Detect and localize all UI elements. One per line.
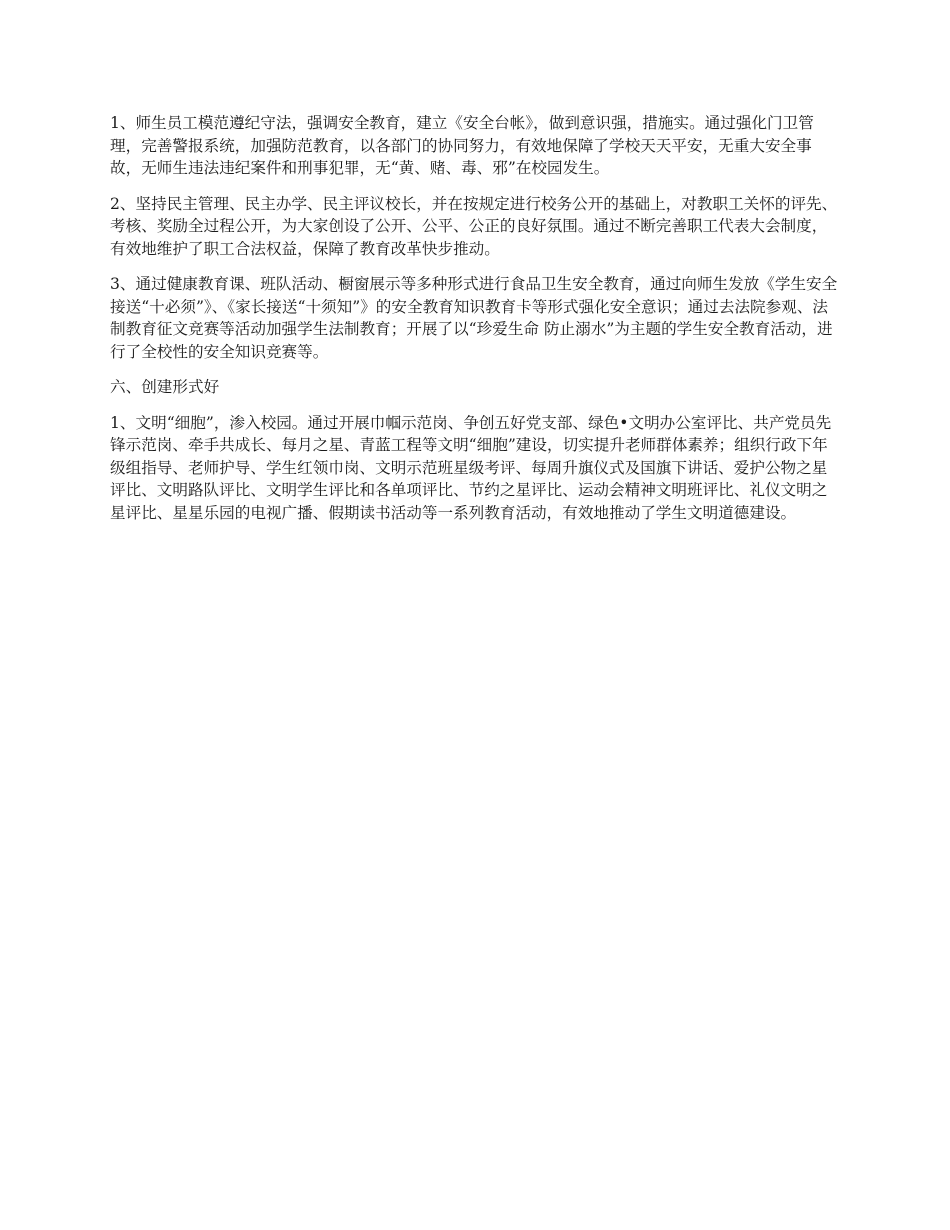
document-page [110,112,840,537]
section-heading: 六、创建形式好 [110,378,220,396]
paragraph-democratic-management: 2、坚持民主管理、民主办学、民主评议校长，并在按规定进行校务公开的基础上，对教职工关怀的评先、考核、奖励全过程公开，为大家创设了公开、公平、公正的良好氛围。通过不断完善职工代表大会制度，有效地维护了职工合法权益，保障了教育改革快步推动。 [110,194,838,258]
paragraph-health-education: 3、通过健康教育课、班队活动、橱窗展示等多种形式进行食品卫生安全教育，通过向师生发放《学生安全接送“十必须”》、《家长接送“十须知”》的安全教育知识教育卡等形式强化安全意识；通过去法院参观、法制教育征文竞赛等活动加强学生法制教育；开展了以“珍爱生命 防止溺水”为主题的学生安全教育活动，进行了全校性的安全知识竞赛等。 [110,275,838,361]
paragraph-safety-education: 1、师生员工模范遵纪守法，强调安全教育，建立《安全台帐》，做到意识强，措施实。通过强化门卫管理，完善警报系统，加强防范教育，以各部门的协同努力，有效地保障了学校天天平安，无重大安全事故，无师生违法违纪案件和刑事犯罪，无“黄、赌、毒、邪”在校园发生。 [110,114,814,177]
paragraph-civilization-cells: 1、文明“细胞”，渗入校园。通过开展巾帼示范岗、争创五好党支部、绿色•文明办公室评比、共产党员先锋示范岗、牵手共成长、每月之星、青蓝工程等文明“细胞”建设，切实提升老师群体素养；组织行政下年级组指导、老师护导、学生红领巾岗、文明示范班星级考评、每周升旗仪式及国旗下讲话、爱护公物之星评比、文明路队评比、文明学生评比和各单项评比、节约之星评比、运动会精神文明班评比、礼仪文明之星评比、星星乐园的电视广播、假期读书活动等一系列教育活动，有效地推动了学生文明道德建设。 [110,413,832,522]
